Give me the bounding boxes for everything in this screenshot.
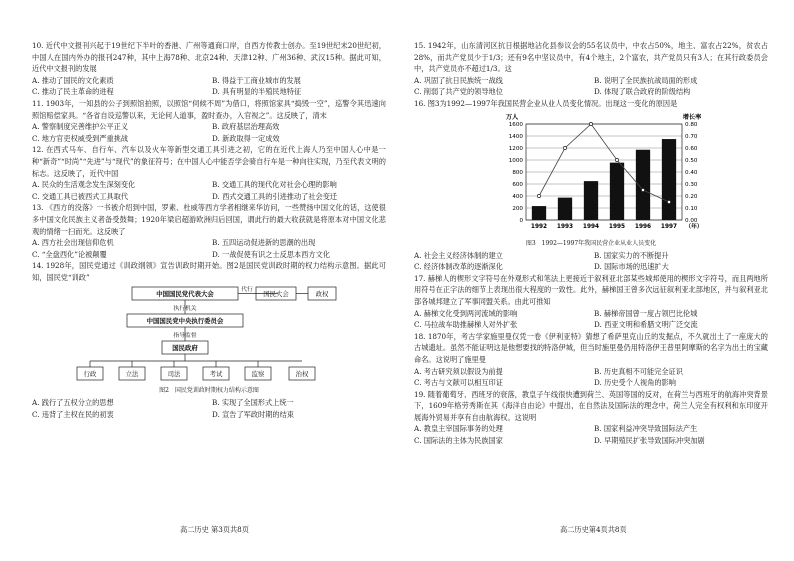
y2-tick-label: 0.00 xyxy=(685,217,698,224)
figure-3-chart xyxy=(414,110,768,238)
option-c[interactable]: C. 考古与文献可以相互印证 xyxy=(414,378,503,388)
y2-tick-label: 0.40 xyxy=(685,169,698,176)
fig2-zhuanquan-label: 政权 xyxy=(315,290,329,299)
page-footer-left: 高二历史 第3页共8页 xyxy=(180,525,249,534)
growth-rate-point xyxy=(667,200,670,203)
y-tick-label: 1600 xyxy=(508,121,523,128)
growth-rate-point xyxy=(537,194,540,197)
y-tick-label: 800 xyxy=(512,169,523,176)
question-16-stem: 16. 图3为1992—1997年我国民营企业从业人员变化情况。出现这一变化的原因是 xyxy=(414,98,678,108)
option-a[interactable]: A. 社会主义经济体制的建立 xyxy=(414,250,503,260)
fig2-gov-label: 国民政府 xyxy=(172,344,198,353)
question-11-options xyxy=(32,121,386,144)
option-b[interactable]: B. 五四运动促进新的思潮的出现 xyxy=(212,238,316,248)
fig2-daixing-label: 代行 xyxy=(241,287,253,294)
question-13-stem: 13. 《西方的没落》一书被介绍到中国，罗素、杜威等西方学者相继来华访问，一些赞扬中国文化的话，这使很多中国文化民族主义者备受鼓舞；1920年梁启超游欧洲归后回国，谓此行的最大收获就是将原本对中国文化悲观的情绪一扫而光。这反映了 xyxy=(32,203,386,236)
fig2-branch-label: 立法 xyxy=(125,370,139,379)
question-14-stem: 14. 1928年，国民党通过《训政纲领》宣告训政时期开始。图2是国民党训政时期的权力结构示意图。据此可知，国民党“训政” xyxy=(32,261,386,282)
x-unit-label: （年） xyxy=(685,223,703,230)
question-17-stem: 17. 赫梯人的楔形文字符号在外观形式和笔法上更接近于叙利亚北部某些城邦使用的楔形文字符号，而且两地所用符号在正字法的细节上表现出很大程度的一致性。此外，赫梯国王曾多次远征叙利亚北部地区，并与叙利亚北部各城邦建立了军事同盟关系。由此可推知 xyxy=(414,273,768,306)
fig2-cec-label: 中国国民党中央执行委员会 xyxy=(146,317,224,326)
y-tick-label: 200 xyxy=(512,205,523,212)
option-d[interactable]: D. 一战促使有识之士反思本西方文化 xyxy=(212,249,330,259)
question-12-options xyxy=(32,179,386,202)
option-a[interactable]: A. 教皇主宰国际事务的处理 xyxy=(414,424,503,434)
bar xyxy=(584,181,598,220)
question-17 xyxy=(414,273,768,331)
y2-tick-label: 0.50 xyxy=(685,157,698,164)
y-tick-label: 0 xyxy=(519,217,523,224)
option-c[interactable]: C. 推动了民主革命的进程 xyxy=(32,87,114,97)
fig2-top-label: 中国国民党代表大会 xyxy=(156,290,214,299)
y-tick-label: 400 xyxy=(512,193,523,200)
option-a[interactable]: A. 西方社会出现信仰危机 xyxy=(32,238,114,248)
question-13-options xyxy=(32,237,386,260)
y2-tick-label: 0.80 xyxy=(685,121,698,128)
x-tick-label: 1997 xyxy=(660,223,678,230)
option-b[interactable]: B. 说明了全民族抗战局面的形成 xyxy=(594,75,698,85)
y-tick-label: 1200 xyxy=(508,145,523,152)
question-18-stem: 18. 1870年，考古学家施里曼仅凭一卷《伊利亚特》猜想了希萨里克山丘的发掘点，不久就出土了一座庞大的古城遗址。虽然不能证明这是他想要找的特洛伊城，但当时施里曼仍用特洛伊王普里阿摩斯的名字为出土的宝藏命名。这说明了施里曼 xyxy=(414,331,768,364)
question-18 xyxy=(414,331,768,389)
question-11 xyxy=(32,98,386,144)
option-b[interactable]: B. 国家实力的不断提升 xyxy=(594,250,669,260)
left-column xyxy=(32,40,386,421)
y2-tick-label: 0.20 xyxy=(685,193,698,200)
option-c[interactable]: C. “全盘西化”论被颠覆 xyxy=(32,249,107,259)
y2-axis-label: 增长率 xyxy=(682,113,702,121)
option-a[interactable]: A. 考古研究须以假设为前提 xyxy=(414,366,503,376)
option-b[interactable]: B. 历史真相不可能完全证识 xyxy=(594,366,683,376)
option-b[interactable]: B. 国家利益冲突导致国际法产生 xyxy=(594,424,698,434)
fig2-branch-label: 司法 xyxy=(167,370,181,379)
right-column xyxy=(414,40,768,447)
question-19-stem: 19. 随着葡萄牙、西班牙的衰落，教皇子午线很快遭到荷兰、英国等国的反对，在荷兰与西班牙的航海冲突背景下，1609年格劳秀斯在其《海洋自由论》中提出，在自然法及国际法的理念中，荷兰人完全有权利和东印度开展海外贸易并享有自由航海权。这说明 xyxy=(414,389,768,422)
option-d[interactable]: D. 宣告了军政时期的结束 xyxy=(212,410,294,420)
option-a[interactable]: A. 民众的生活观念发生深刻变化 xyxy=(32,180,136,190)
y-tick-label: 1000 xyxy=(508,157,523,164)
option-a[interactable]: A. 践行了五权分立的思想 xyxy=(32,398,114,408)
option-b[interactable]: B. 赫梯帝国曾一度占领巴比伦城 xyxy=(594,308,698,318)
option-a[interactable]: A. 推动了国民的文化素质 xyxy=(32,75,114,85)
question-10-stem: 10. 近代中文报刊兴起于19世纪下半叶的香港、广州等通商口岸，自西方传教士创办。至19世纪末20世纪初，中国人在国内外办的报刊247种，其中上海78种、北京24种、天津12种、广州36种、武汉15种。据此可知，近代中文报刊的发展 xyxy=(32,41,386,74)
option-a[interactable]: A. 警察制度完善维护公平正义 xyxy=(32,122,129,132)
question-14-options xyxy=(32,397,386,420)
y-axis-label: 万人 xyxy=(505,113,519,121)
y-tick-label: 600 xyxy=(512,181,523,188)
x-tick-label: 1993 xyxy=(556,223,574,230)
fig2-branch-label: 行政 xyxy=(83,370,97,379)
option-a[interactable]: A. 巩固了抗日民族统一战线 xyxy=(414,75,503,85)
x-tick-label: 1996 xyxy=(634,223,652,230)
fig2-exec-label: 执行机关 xyxy=(173,306,197,313)
option-b[interactable]: B. 实现了全国形式上统一 xyxy=(212,398,294,408)
figure-2-diagram xyxy=(32,285,386,385)
question-10-options xyxy=(32,75,386,98)
x-tick-label: 1994 xyxy=(582,223,600,230)
question-15-options xyxy=(414,75,768,98)
option-d[interactable]: D. 早期殖民扩张导致国际冲突加剧 xyxy=(594,436,705,446)
option-c[interactable]: C. 经济体制改革的逐渐深化 xyxy=(414,262,503,272)
bar xyxy=(558,197,572,219)
question-16-options xyxy=(414,250,768,273)
option-b[interactable]: B. 得益于工商业城市的发展 xyxy=(212,75,301,85)
fig2-branch-label: 治权 xyxy=(295,370,309,379)
option-d[interactable]: D. 西亚文明和希腊文明广泛交流 xyxy=(594,320,698,330)
question-19 xyxy=(414,389,768,447)
option-c[interactable]: C. 地方官吏权威受到严重挑战 xyxy=(32,133,129,143)
bar xyxy=(610,162,624,219)
y2-tick-label: 0.60 xyxy=(685,145,698,152)
figure-3-caption: 图3 1992—1997年我国民营企业从业人员变化 xyxy=(525,239,657,247)
option-b[interactable]: B. 政府基层治理高效 xyxy=(212,122,280,132)
y-tick-label: 1400 xyxy=(508,133,523,140)
question-13 xyxy=(32,202,386,260)
figure-2-caption: 图2 国民党训政时期权力结构示意图 xyxy=(159,387,259,395)
option-c[interactable]: C. 违背了主权在民的初衷 xyxy=(32,410,114,420)
y2-tick-label: 0.30 xyxy=(685,181,698,188)
option-d[interactable]: D. 历史受个人视角的影响 xyxy=(594,378,676,388)
growth-rate-point xyxy=(615,158,618,161)
option-c[interactable]: C. 国际法的主体为民族国家 xyxy=(414,436,503,446)
question-14 xyxy=(32,260,386,283)
question-16 xyxy=(414,98,768,110)
option-d[interactable]: D. 国际市场的迅速扩大 xyxy=(594,262,669,272)
question-15-stem: 15. 1942年，山东清河区抗日根据地沾化县参议会的55名议员中，中农占50%，地主、富农占22%，贫农占28%，而共产党员少于1/3；还有9名中坚议员中，有4个地主，2个富农，共产党员只有3人；在其行政委员会中，共产党员亦不超过1/3。这 xyxy=(414,41,768,74)
option-c[interactable]: C. 削弱了共产党的领导地位 xyxy=(414,87,503,97)
option-a[interactable]: A. 赫梯文化受到两河流域的影响 xyxy=(414,308,518,318)
question-11-stem: 11. 1903年，一知县的公子到照馆拍照，以照馆“伺候不周”为借口，将照馆家具“捣毁一空”，巡警令其迅速向照馆赔偿家具。“各省自设巡警以来，无论何人道事，盈时查办，入官视之”。这反映了，清末 xyxy=(32,98,386,120)
option-d[interactable]: D. 西式交通工具的引进推动了社会变迁 xyxy=(212,191,338,201)
y2-tick-label: 0.70 xyxy=(685,133,698,140)
option-c[interactable]: C. 交通工具已被西式工具取代 xyxy=(32,191,129,201)
fig2-guomin-label: 国民大会 xyxy=(263,290,289,299)
question-17-options xyxy=(414,308,768,331)
fig2-branch-label: 考试 xyxy=(209,370,223,379)
option-c[interactable]: C. 马拉战车助推赫梯人对外扩张 xyxy=(414,320,518,330)
fig2-branch-label: 监察 xyxy=(251,370,265,379)
bar xyxy=(636,149,650,219)
question-15 xyxy=(414,40,768,98)
growth-rate-point xyxy=(563,146,566,149)
option-d[interactable]: D. 体现了联合政府的阶级结构 xyxy=(594,87,691,97)
bar xyxy=(662,139,676,220)
growth-rate-point xyxy=(641,188,644,191)
question-10 xyxy=(32,40,386,98)
page-footer-right: 高二历史第4页共8页 xyxy=(560,525,627,534)
option-b[interactable]: B. 交通工具的现代化对社会心理的影响 xyxy=(212,180,337,190)
option-d[interactable]: D. 具有明显的半殖民地特征 xyxy=(212,87,302,97)
fig2-guide-label: 指导监督 xyxy=(173,333,197,340)
question-12 xyxy=(32,144,386,202)
question-12-stem: 12. 在西式马车、自行车、汽车以及火车等新型交通工具引进之初，它的在近代上海人乃至中国人心中是一种“新奇”“时尚”“先进”与“现代”的象征符号；在中国人心中能否学会骑自行车是一种向往实现，乃至代表文明的标志。这反映了，近代中国 xyxy=(32,145,386,178)
growth-rate-point xyxy=(589,122,592,125)
question-18-options xyxy=(414,366,768,389)
question-19-options xyxy=(414,423,768,446)
bar xyxy=(532,206,546,220)
y2-tick-label: 0.10 xyxy=(685,205,698,212)
option-d[interactable]: D. 新政取得一定成效 xyxy=(212,133,280,143)
x-tick-label: 1992 xyxy=(530,223,548,230)
x-tick-label: 1995 xyxy=(608,223,626,230)
